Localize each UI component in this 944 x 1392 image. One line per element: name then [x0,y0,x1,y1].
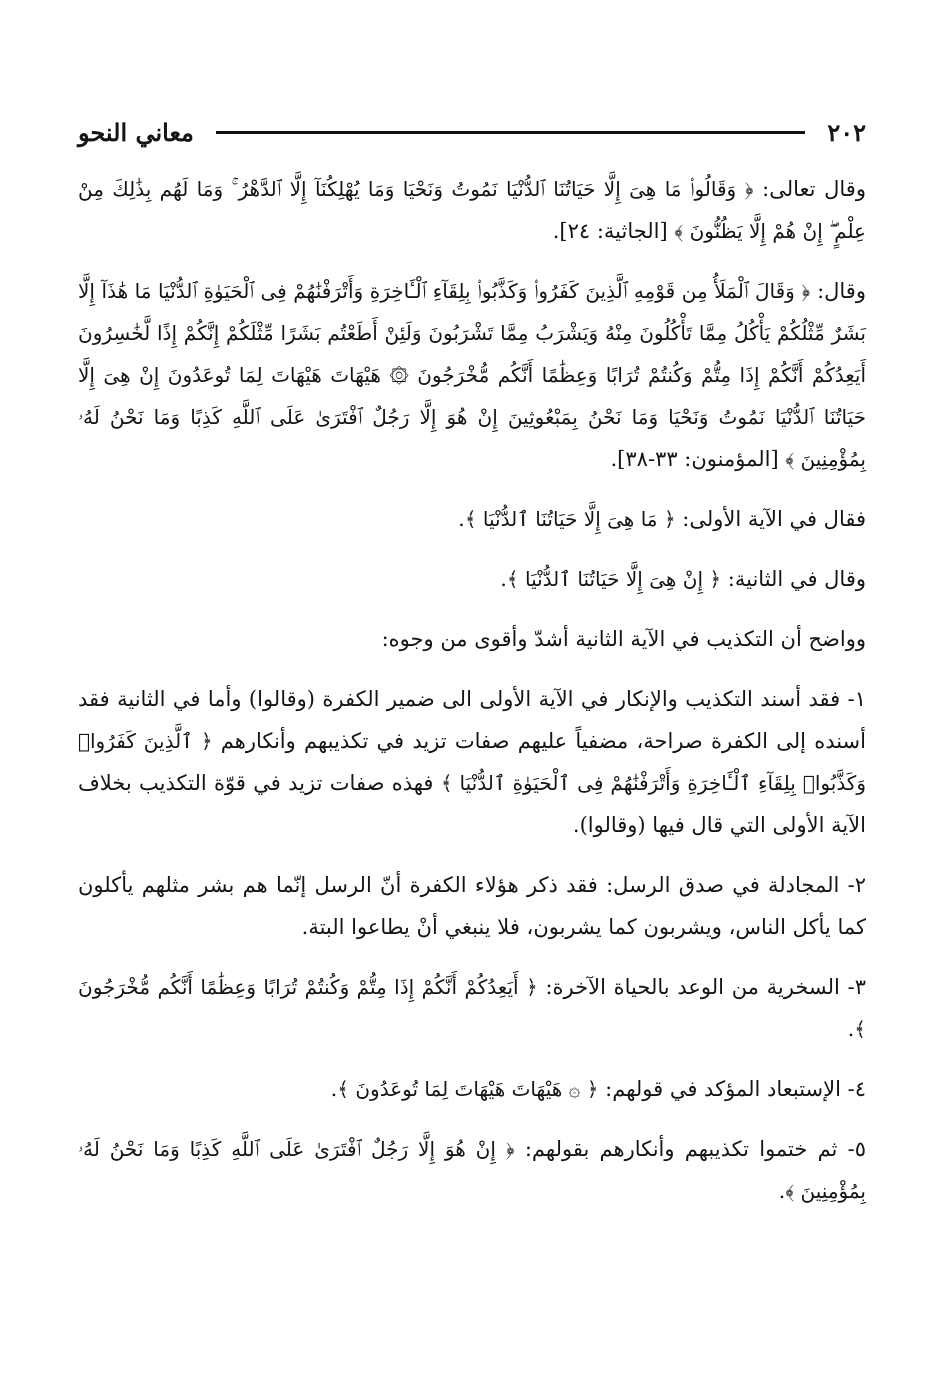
paragraph-text: ٤- الإستبعاد المؤكد في قولهم: [598,1077,866,1101]
quran-quote: ﴿ إِنْ هِىَ إِلَّا حَيَاتُنَا ٱلدُّنْيَا ﴾ [506,567,722,591]
paragraph-text: ٥- ثم ختموا تكذيبهم وأنكارهم بقولهم: [514,1137,866,1161]
paragraph-1 [78,168,866,252]
paragraph-2 [78,270,866,480]
paragraph-text: فقال في الآية الأولى: [675,507,866,531]
page-body [78,168,866,1230]
paragraph-tail: فهذه صفات تزيد في قوّة التكذيب بخلاف الآية الأولى التي قال فيها (وقالوا). [78,771,866,837]
point-4 [78,1068,866,1110]
quran-quote: ﴿ وَقَالُوا۟ مَا هِىَ إِلَّا حَيَاتُنَا ٱلدُّنْيَا نَمُوتُ وَنَحْيَا وَمَا يُهْلِكُنَآ إِلَّا ٱلدَّهْرُ ۚ وَمَا لَهُم بِذَٰلِكَ مِنْ عِلْمٍ ۖ إِنْ هُمْ إِلَّا يَظُنُّونَ ﴾ [78,177,866,243]
paragraph-3 [78,498,866,540]
citation: [المؤمنون: ٣٣-٣٨]. [610,447,786,471]
page-number: ٢٠٢ [827,117,866,147]
paragraph-tail: . [847,1017,855,1041]
paragraph-tail: . [500,567,507,591]
paragraph-text: وقال تعالى: [753,177,866,201]
quran-quote: ﴿ ٱلَّذِينَ كَفَرُوا۟ وَكَذَّبُوا۟ بِلِقَآءِ ٱلْـَٔاخِرَةِ وَأَتْرَفْنَٰهُمْ فِى ٱلْحَيَوٰةِ ٱلدُّنْيَا ﴾ [78,729,866,795]
paragraph-tail: . [330,1077,338,1101]
point-5 [78,1128,866,1212]
paragraph-5 [78,618,866,660]
quran-quote: ﴿ مَا هِىَ إِلَّا حَيَاتُنَا ٱلدُّنْيَا ﴾ [464,507,676,531]
quran-quote: ﴿ أَيَعِدُكُمْ أَنَّكُمْ إِذَا مِتُّمْ وَكُنتُمْ تُرَابًا وَعِظَٰمًا أَنَّكُم مُّخْرَجُونَ ﴾ [78,975,866,1041]
running-title: معاني النحو [78,117,194,147]
quran-quote: ﴿ وَقَالَ ٱلْمَلَأُ مِن قَوْمِهِ ٱلَّذِينَ كَفَرُوا۟ وَكَذَّبُوا۟ بِلِقَآءِ ٱلْـَٔاخِرَةِ وَأَتْرَفْنَٰهُمْ فِى ٱلْحَيَوٰةِ ٱلدُّنْيَا مَا هَٰذَآ إِلَّا بَشَرٌ مِّثْلُكُمْ يَأْكُلُ مِمَّا تَأْكُلُونَ مِنْهُ وَيَشْرَبُ مِمَّا تَشْرَبُونَ وَلَئِنْ أَطَعْتُم بَشَرًا مِّثْلَكُمْ إِنَّكُمْ إِذًا لَّخَٰسِرُونَ أَيَعِدُكُمْ أَنَّكُمْ إِذَا مِتُّمْ وَكُنتُمْ تُرَابًا وَعِظَٰمًا أَنَّكُم مُّخْرَجُونَ ۞ هَيْهَاتَ هَيْهَاتَ لِمَا تُوعَدُونَ إِنْ هِىَ إِلَّا حَيَاتُنَا ٱلدُّنْيَا نَمُوتُ وَنَحْيَا وَمَا نَحْنُ بِمَبْعُوثِينَ إِنْ هُوَ إِلَّا رَجُلٌ ٱفْتَرَىٰ عَلَى ٱللَّهِ كَذِبًا وَمَا نَحْنُ لَهُۥ بِمُؤْمِنِينَ ﴾ [78,279,866,471]
paragraph-text: وقال في الثانية: [721,567,866,591]
paragraph-text: ١- فقد أسند التكذيب والإنكار في الآية الأولى الى ضمير الكفرة (وقالوا) وأما في الثانية فقد أسنده إلى الكفرة صراحة، مضفياً عليهم صفات تزيد في تكذيبهم وأنكارهم [78,687,866,753]
paragraph-text: ٢- المجادلة في صدق الرسل: فقد ذكر هؤلاء الكفرة أنّ الرسل إنّما هم بشر مثلهم يأكلون كما يأكل الناس، ويشربون كما يشربون، فلا ينبغي أنْ يطاعوا البتة. [78,873,866,939]
header-rule [216,131,805,134]
point-3 [78,966,866,1050]
page-header [78,112,866,152]
paragraph-4 [78,558,866,600]
point-2 [78,864,866,948]
quran-quote: ﴿ ۞ هَيْهَاتَ هَيْهَاتَ لِمَا تُوعَدُونَ ﴾ [337,1077,599,1101]
quran-quote: ﴿ إِنْ هُوَ إِلَّا رَجُلٌ ٱفْتَرَىٰ عَلَى ٱللَّهِ كَذِبًا وَمَا نَحْنُ لَهُۥ بِمُؤْمِنِينَ ﴾ [78,1137,866,1203]
paragraph-text: ٣- السخرية من الوعد بالحياة الآخرة: [537,975,866,999]
paragraph-text: وواضح أن التكذيب في الآية الثانية أشدّ وأقوى من وجوه: [381,627,866,651]
point-1 [78,678,866,846]
paragraph-tail: . [458,507,465,531]
paragraph-text: وقال: [810,279,866,303]
citation: [الجاثية: ٢٤]. [552,219,675,243]
paragraph-tail: . [778,1179,786,1203]
